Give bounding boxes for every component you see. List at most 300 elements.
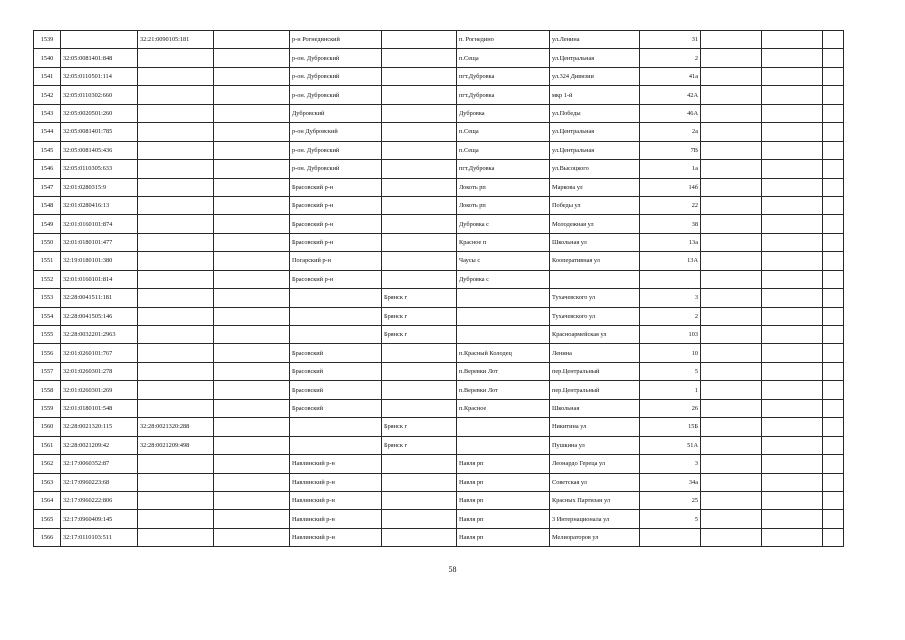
settlement-cell bbox=[457, 289, 550, 307]
extra-cell bbox=[214, 178, 290, 196]
district-cell: р-н Рогнединский bbox=[290, 31, 382, 49]
house-number-cell: 46А bbox=[640, 104, 701, 122]
district-cell: р-он. Дубровский bbox=[290, 141, 382, 159]
extra-cell-2 bbox=[701, 31, 762, 49]
district-cell: Брасовский р-н bbox=[290, 215, 382, 233]
cadastral-number-2 bbox=[138, 307, 214, 325]
extra-cell-4 bbox=[823, 418, 844, 436]
house-number-cell: 103 bbox=[640, 326, 701, 344]
row-number: 1542 bbox=[34, 86, 61, 104]
extra-cell bbox=[214, 160, 290, 178]
street-cell: ул.324 Дивизии bbox=[550, 67, 640, 85]
house-number-cell: 2а bbox=[640, 123, 701, 141]
city-cell: Брянск г bbox=[382, 326, 457, 344]
extra-cell-2 bbox=[701, 399, 762, 417]
row-number: 1564 bbox=[34, 491, 61, 509]
row-number: 1560 bbox=[34, 418, 61, 436]
table-row bbox=[34, 49, 844, 67]
extra-cell bbox=[214, 399, 290, 417]
extra-cell-2 bbox=[701, 270, 762, 288]
extra-cell-4 bbox=[823, 491, 844, 509]
extra-cell-2 bbox=[701, 215, 762, 233]
city-cell: Брянск г bbox=[382, 289, 457, 307]
cadastral-number: 32:19:0180101:380 bbox=[61, 252, 138, 270]
settlement-cell: п.Сеща bbox=[457, 141, 550, 159]
extra-cell-4 bbox=[823, 528, 844, 546]
district-cell: Брасовский р-н bbox=[290, 178, 382, 196]
street-cell: ул.Победы bbox=[550, 104, 640, 122]
row-number: 1551 bbox=[34, 252, 61, 270]
row-number: 1557 bbox=[34, 362, 61, 380]
settlement-cell: Навля рп bbox=[457, 491, 550, 509]
settlement-cell: п.Сеща bbox=[457, 49, 550, 67]
cadastral-number: 32:17:0960223:68 bbox=[61, 473, 138, 491]
cadastral-number-2 bbox=[138, 381, 214, 399]
cadastral-number: 32:01:0180101:548 bbox=[61, 399, 138, 417]
settlement-cell: Навля рп bbox=[457, 455, 550, 473]
street-cell: пер.Центральный bbox=[550, 362, 640, 380]
extra-cell bbox=[214, 49, 290, 67]
extra-cell-3 bbox=[762, 233, 823, 251]
cadastral-number: 32:01:0180101:477 bbox=[61, 233, 138, 251]
row-number: 1554 bbox=[34, 307, 61, 325]
extra-cell-3 bbox=[762, 289, 823, 307]
row-number: 1552 bbox=[34, 270, 61, 288]
table-row bbox=[34, 510, 844, 528]
extra-cell-3 bbox=[762, 473, 823, 491]
extra-cell-2 bbox=[701, 49, 762, 67]
district-cell bbox=[290, 436, 382, 454]
district-cell: Навлинский р-н bbox=[290, 473, 382, 491]
cadastral-number-2 bbox=[138, 326, 214, 344]
street-cell: Леонардо Гереца ул bbox=[550, 455, 640, 473]
table-row bbox=[34, 215, 844, 233]
extra-cell bbox=[214, 473, 290, 491]
district-cell: р-он. Дубровский bbox=[290, 86, 382, 104]
extra-cell-2 bbox=[701, 160, 762, 178]
district-cell: Брасовский р-н bbox=[290, 233, 382, 251]
extra-cell-2 bbox=[701, 326, 762, 344]
settlement-cell: Локоть рп bbox=[457, 196, 550, 214]
extra-cell-4 bbox=[823, 307, 844, 325]
extra-cell-4 bbox=[823, 381, 844, 399]
extra-cell-3 bbox=[762, 399, 823, 417]
extra-cell-4 bbox=[823, 160, 844, 178]
street-cell: Тухачевского ул bbox=[550, 289, 640, 307]
cadastral-number-2 bbox=[138, 67, 214, 85]
cadastral-number-2: 32:21:0090105:181 bbox=[138, 31, 214, 49]
extra-cell-2 bbox=[701, 233, 762, 251]
extra-cell-3 bbox=[762, 418, 823, 436]
cadastral-number: 32:17:0060352:87 bbox=[61, 455, 138, 473]
cadastral-number: 32:01:0280416:13 bbox=[61, 196, 138, 214]
city-cell bbox=[382, 141, 457, 159]
settlement-cell bbox=[457, 307, 550, 325]
city-cell bbox=[382, 123, 457, 141]
cadastral-number-2 bbox=[138, 252, 214, 270]
extra-cell-2 bbox=[701, 123, 762, 141]
cadastral-number: 32:28:0041505:146 bbox=[61, 307, 138, 325]
extra-cell bbox=[214, 31, 290, 49]
street-cell: Школьная ул bbox=[550, 233, 640, 251]
extra-cell-4 bbox=[823, 510, 844, 528]
row-number: 1548 bbox=[34, 196, 61, 214]
extra-cell-3 bbox=[762, 104, 823, 122]
settlement-cell: Навля рп bbox=[457, 528, 550, 546]
city-cell bbox=[382, 215, 457, 233]
street-cell: Ленина bbox=[550, 344, 640, 362]
house-number-cell: 26 bbox=[640, 399, 701, 417]
street-cell: Победы ул bbox=[550, 196, 640, 214]
cadastral-number: 32:01:0160101:814 bbox=[61, 270, 138, 288]
street-cell: Советская ул bbox=[550, 473, 640, 491]
house-number-cell: 13А bbox=[640, 252, 701, 270]
cadastral-number-2: 32:28:0021209:498 bbox=[138, 436, 214, 454]
house-number-cell: 51А bbox=[640, 436, 701, 454]
cadastral-number: 32:01:0160101:874 bbox=[61, 215, 138, 233]
cadastral-number: 32:17:0960222:806 bbox=[61, 491, 138, 509]
extra-cell-3 bbox=[762, 67, 823, 85]
settlement-cell: Дубровка с bbox=[457, 270, 550, 288]
register-rows bbox=[34, 31, 844, 547]
cadastral-number-2 bbox=[138, 86, 214, 104]
house-number-cell: 1 bbox=[640, 381, 701, 399]
extra-cell-3 bbox=[762, 344, 823, 362]
extra-cell-4 bbox=[823, 252, 844, 270]
extra-cell-4 bbox=[823, 455, 844, 473]
cadastral-number: 32:01:0260101:767 bbox=[61, 344, 138, 362]
extra-cell-4 bbox=[823, 215, 844, 233]
city-cell: Брянск г bbox=[382, 436, 457, 454]
extra-cell-2 bbox=[701, 307, 762, 325]
extra-cell bbox=[214, 455, 290, 473]
row-number: 1561 bbox=[34, 436, 61, 454]
table-row bbox=[34, 86, 844, 104]
street-cell: ул.Высоцкого bbox=[550, 160, 640, 178]
extra-cell bbox=[214, 381, 290, 399]
extra-cell-2 bbox=[701, 67, 762, 85]
extra-cell-4 bbox=[823, 86, 844, 104]
street-cell: пер.Центральный bbox=[550, 381, 640, 399]
extra-cell-3 bbox=[762, 141, 823, 159]
cadastral-number-2 bbox=[138, 160, 214, 178]
extra-cell bbox=[214, 270, 290, 288]
settlement-cell: пгт.Дубровка bbox=[457, 160, 550, 178]
street-cell bbox=[550, 270, 640, 288]
district-cell: Навлинский р-н bbox=[290, 510, 382, 528]
extra-cell-3 bbox=[762, 31, 823, 49]
extra-cell-3 bbox=[762, 436, 823, 454]
house-number-cell: 13а bbox=[640, 233, 701, 251]
extra-cell bbox=[214, 141, 290, 159]
city-cell bbox=[382, 344, 457, 362]
house-number-cell: 5 bbox=[640, 510, 701, 528]
district-cell bbox=[290, 326, 382, 344]
street-cell: Тухачевского ул bbox=[550, 307, 640, 325]
extra-cell-2 bbox=[701, 362, 762, 380]
district-cell: Навлинский р-н bbox=[290, 455, 382, 473]
extra-cell-4 bbox=[823, 344, 844, 362]
city-cell bbox=[382, 381, 457, 399]
extra-cell bbox=[214, 362, 290, 380]
extra-cell bbox=[214, 418, 290, 436]
extra-cell bbox=[214, 326, 290, 344]
extra-cell-4 bbox=[823, 362, 844, 380]
table-row bbox=[34, 399, 844, 417]
house-number-cell: 31 bbox=[640, 31, 701, 49]
street-cell: Школьная bbox=[550, 399, 640, 417]
table-row bbox=[34, 528, 844, 546]
row-number: 1562 bbox=[34, 455, 61, 473]
cadastral-number: 32:01:0280315:9 bbox=[61, 178, 138, 196]
row-number: 1546 bbox=[34, 160, 61, 178]
house-number-cell: 10 bbox=[640, 344, 701, 362]
house-number-cell: 15Б bbox=[640, 418, 701, 436]
cadastral-number-2 bbox=[138, 233, 214, 251]
extra-cell-2 bbox=[701, 436, 762, 454]
cadastral-number-2 bbox=[138, 215, 214, 233]
street-cell: 3 Интернационала ул bbox=[550, 510, 640, 528]
table-row bbox=[34, 344, 844, 362]
house-number-cell: 25 bbox=[640, 491, 701, 509]
row-number: 1545 bbox=[34, 141, 61, 159]
cadastral-number-2 bbox=[138, 455, 214, 473]
house-number-cell: 2 bbox=[640, 307, 701, 325]
extra-cell-4 bbox=[823, 473, 844, 491]
extra-cell-4 bbox=[823, 289, 844, 307]
extra-cell bbox=[214, 510, 290, 528]
house-number-cell: 41а bbox=[640, 67, 701, 85]
district-cell: Брасовский bbox=[290, 344, 382, 362]
cadastral-number: 32:28:0041511:181 bbox=[61, 289, 138, 307]
city-cell bbox=[382, 233, 457, 251]
cadastral-number: 32:05:0020501:260 bbox=[61, 104, 138, 122]
extra-cell-3 bbox=[762, 86, 823, 104]
extra-cell-2 bbox=[701, 418, 762, 436]
district-cell: Погарский р-н bbox=[290, 252, 382, 270]
district-cell: Брасовский bbox=[290, 381, 382, 399]
settlement-cell: п.Веревки Лот bbox=[457, 381, 550, 399]
district-cell: Брасовский р-н bbox=[290, 196, 382, 214]
table-row bbox=[34, 252, 844, 270]
row-number: 1544 bbox=[34, 123, 61, 141]
extra-cell-4 bbox=[823, 399, 844, 417]
extra-cell-2 bbox=[701, 196, 762, 214]
row-number: 1565 bbox=[34, 510, 61, 528]
cadastral-number: 32:17:0960409:145 bbox=[61, 510, 138, 528]
cadastral-number-2 bbox=[138, 196, 214, 214]
settlement-cell: Дубровка с bbox=[457, 215, 550, 233]
city-cell bbox=[382, 252, 457, 270]
table-row bbox=[34, 196, 844, 214]
district-cell: Брасовский bbox=[290, 399, 382, 417]
extra-cell-2 bbox=[701, 289, 762, 307]
extra-cell-3 bbox=[762, 270, 823, 288]
house-number-cell: 2 bbox=[640, 49, 701, 67]
settlement-cell bbox=[457, 436, 550, 454]
row-number: 1556 bbox=[34, 344, 61, 362]
row-number: 1563 bbox=[34, 473, 61, 491]
house-number-cell: 42А bbox=[640, 86, 701, 104]
table-row bbox=[34, 67, 844, 85]
district-cell: р-он. Дубровский bbox=[290, 160, 382, 178]
cadastral-number: 32:05:0110302:660 bbox=[61, 86, 138, 104]
city-cell bbox=[382, 399, 457, 417]
settlement-cell: Навля рп bbox=[457, 510, 550, 528]
extra-cell-3 bbox=[762, 215, 823, 233]
street-cell: Красноармейская ул bbox=[550, 326, 640, 344]
street-cell: Пушкина ул bbox=[550, 436, 640, 454]
extra-cell-2 bbox=[701, 252, 762, 270]
house-number-cell: 34а bbox=[640, 473, 701, 491]
street-cell: Никитина ул bbox=[550, 418, 640, 436]
extra-cell-3 bbox=[762, 381, 823, 399]
city-cell bbox=[382, 270, 457, 288]
settlement-cell: пгт.Дубровка bbox=[457, 86, 550, 104]
page-number: 58 bbox=[448, 565, 457, 574]
table-row bbox=[34, 104, 844, 122]
extra-cell-2 bbox=[701, 86, 762, 104]
settlement-cell: Чаусы с bbox=[457, 252, 550, 270]
cadastral-number-2 bbox=[138, 362, 214, 380]
settlement-cell: п.Веревки Лот bbox=[457, 362, 550, 380]
street-cell: ул.Ленина bbox=[550, 31, 640, 49]
district-cell: Навлинский р-н bbox=[290, 491, 382, 509]
city-cell: Брянск г bbox=[382, 418, 457, 436]
extra-cell-3 bbox=[762, 178, 823, 196]
table-row bbox=[34, 418, 844, 436]
district-cell: р-он. Дубровский bbox=[290, 67, 382, 85]
cadastral-number: 32:05:0081401:785 bbox=[61, 123, 138, 141]
cadastral-number: 32:05:0081405:436 bbox=[61, 141, 138, 159]
table-row bbox=[34, 233, 844, 251]
settlement-cell bbox=[457, 418, 550, 436]
table-row bbox=[34, 307, 844, 325]
row-number: 1555 bbox=[34, 326, 61, 344]
table-row bbox=[34, 141, 844, 159]
extra-cell bbox=[214, 491, 290, 509]
district-cell: р-он Дубровский bbox=[290, 123, 382, 141]
extra-cell-3 bbox=[762, 123, 823, 141]
settlement-cell: п.Красное bbox=[457, 399, 550, 417]
cadastral-number-2 bbox=[138, 178, 214, 196]
cadastral-number: 32:05:0110501:114 bbox=[61, 67, 138, 85]
settlement-cell bbox=[457, 326, 550, 344]
city-cell bbox=[382, 473, 457, 491]
extra-cell-4 bbox=[823, 104, 844, 122]
table-row bbox=[34, 160, 844, 178]
cadastral-number: 32:17:0110103:511 bbox=[61, 528, 138, 546]
city-cell: Брянск г bbox=[382, 307, 457, 325]
extra-cell-3 bbox=[762, 49, 823, 67]
cadastral-number: 32:01:0260301:278 bbox=[61, 362, 138, 380]
house-number-cell: 3 bbox=[640, 289, 701, 307]
cadastral-number bbox=[61, 31, 138, 49]
table-row bbox=[34, 178, 844, 196]
extra-cell bbox=[214, 436, 290, 454]
extra-cell bbox=[214, 289, 290, 307]
table-row bbox=[34, 270, 844, 288]
district-cell: Брасовский р-н bbox=[290, 270, 382, 288]
extra-cell-4 bbox=[823, 31, 844, 49]
extra-cell bbox=[214, 67, 290, 85]
extra-cell-3 bbox=[762, 510, 823, 528]
extra-cell-2 bbox=[701, 141, 762, 159]
extra-cell-3 bbox=[762, 196, 823, 214]
city-cell bbox=[382, 31, 457, 49]
extra-cell-2 bbox=[701, 381, 762, 399]
extra-cell-4 bbox=[823, 141, 844, 159]
extra-cell-2 bbox=[701, 455, 762, 473]
street-cell: Красных Партизан ул bbox=[550, 491, 640, 509]
cadastral-number-2 bbox=[138, 104, 214, 122]
row-number: 1558 bbox=[34, 381, 61, 399]
cadastral-number-2 bbox=[138, 270, 214, 288]
district-cell bbox=[290, 418, 382, 436]
city-cell bbox=[382, 86, 457, 104]
table-row bbox=[34, 381, 844, 399]
house-number-cell: 22 bbox=[640, 196, 701, 214]
street-cell: ул.Центральная bbox=[550, 141, 640, 159]
table-row bbox=[34, 326, 844, 344]
extra-cell-3 bbox=[762, 307, 823, 325]
street-cell: Маркова ул bbox=[550, 178, 640, 196]
property-register-sheet bbox=[33, 30, 843, 547]
extra-cell-3 bbox=[762, 362, 823, 380]
settlement-cell: Красное п bbox=[457, 233, 550, 251]
row-number: 1541 bbox=[34, 67, 61, 85]
row-number: 1539 bbox=[34, 31, 61, 49]
cadastral-number-2 bbox=[138, 399, 214, 417]
house-number-cell: 3 bbox=[640, 455, 701, 473]
cadastral-number-2 bbox=[138, 473, 214, 491]
settlement-cell: Локоть рп bbox=[457, 178, 550, 196]
extra-cell bbox=[214, 104, 290, 122]
table-row bbox=[34, 362, 844, 380]
cadastral-number-2 bbox=[138, 510, 214, 528]
district-cell: Брасовский bbox=[290, 362, 382, 380]
city-cell bbox=[382, 528, 457, 546]
house-number-cell: 1а bbox=[640, 160, 701, 178]
district-cell bbox=[290, 289, 382, 307]
extra-cell-4 bbox=[823, 178, 844, 196]
extra-cell-2 bbox=[701, 473, 762, 491]
house-number-cell bbox=[640, 528, 701, 546]
settlement-cell: п.Красный Колодец bbox=[457, 344, 550, 362]
cadastral-number-2 bbox=[138, 289, 214, 307]
extra-cell-2 bbox=[701, 344, 762, 362]
cadastral-number: 32:28:0032201:2963 bbox=[61, 326, 138, 344]
row-number: 1559 bbox=[34, 399, 61, 417]
extra-cell bbox=[214, 528, 290, 546]
cadastral-number-2 bbox=[138, 141, 214, 159]
house-number-cell: 5 bbox=[640, 362, 701, 380]
extra-cell-3 bbox=[762, 252, 823, 270]
extra-cell bbox=[214, 252, 290, 270]
extra-cell-2 bbox=[701, 491, 762, 509]
extra-cell bbox=[214, 123, 290, 141]
table-row bbox=[34, 455, 844, 473]
city-cell bbox=[382, 49, 457, 67]
city-cell bbox=[382, 104, 457, 122]
row-number: 1566 bbox=[34, 528, 61, 546]
extra-cell-3 bbox=[762, 326, 823, 344]
table-row bbox=[34, 123, 844, 141]
extra-cell-4 bbox=[823, 67, 844, 85]
city-cell bbox=[382, 455, 457, 473]
table-row bbox=[34, 473, 844, 491]
settlement-cell: пгт.Дубровка bbox=[457, 67, 550, 85]
